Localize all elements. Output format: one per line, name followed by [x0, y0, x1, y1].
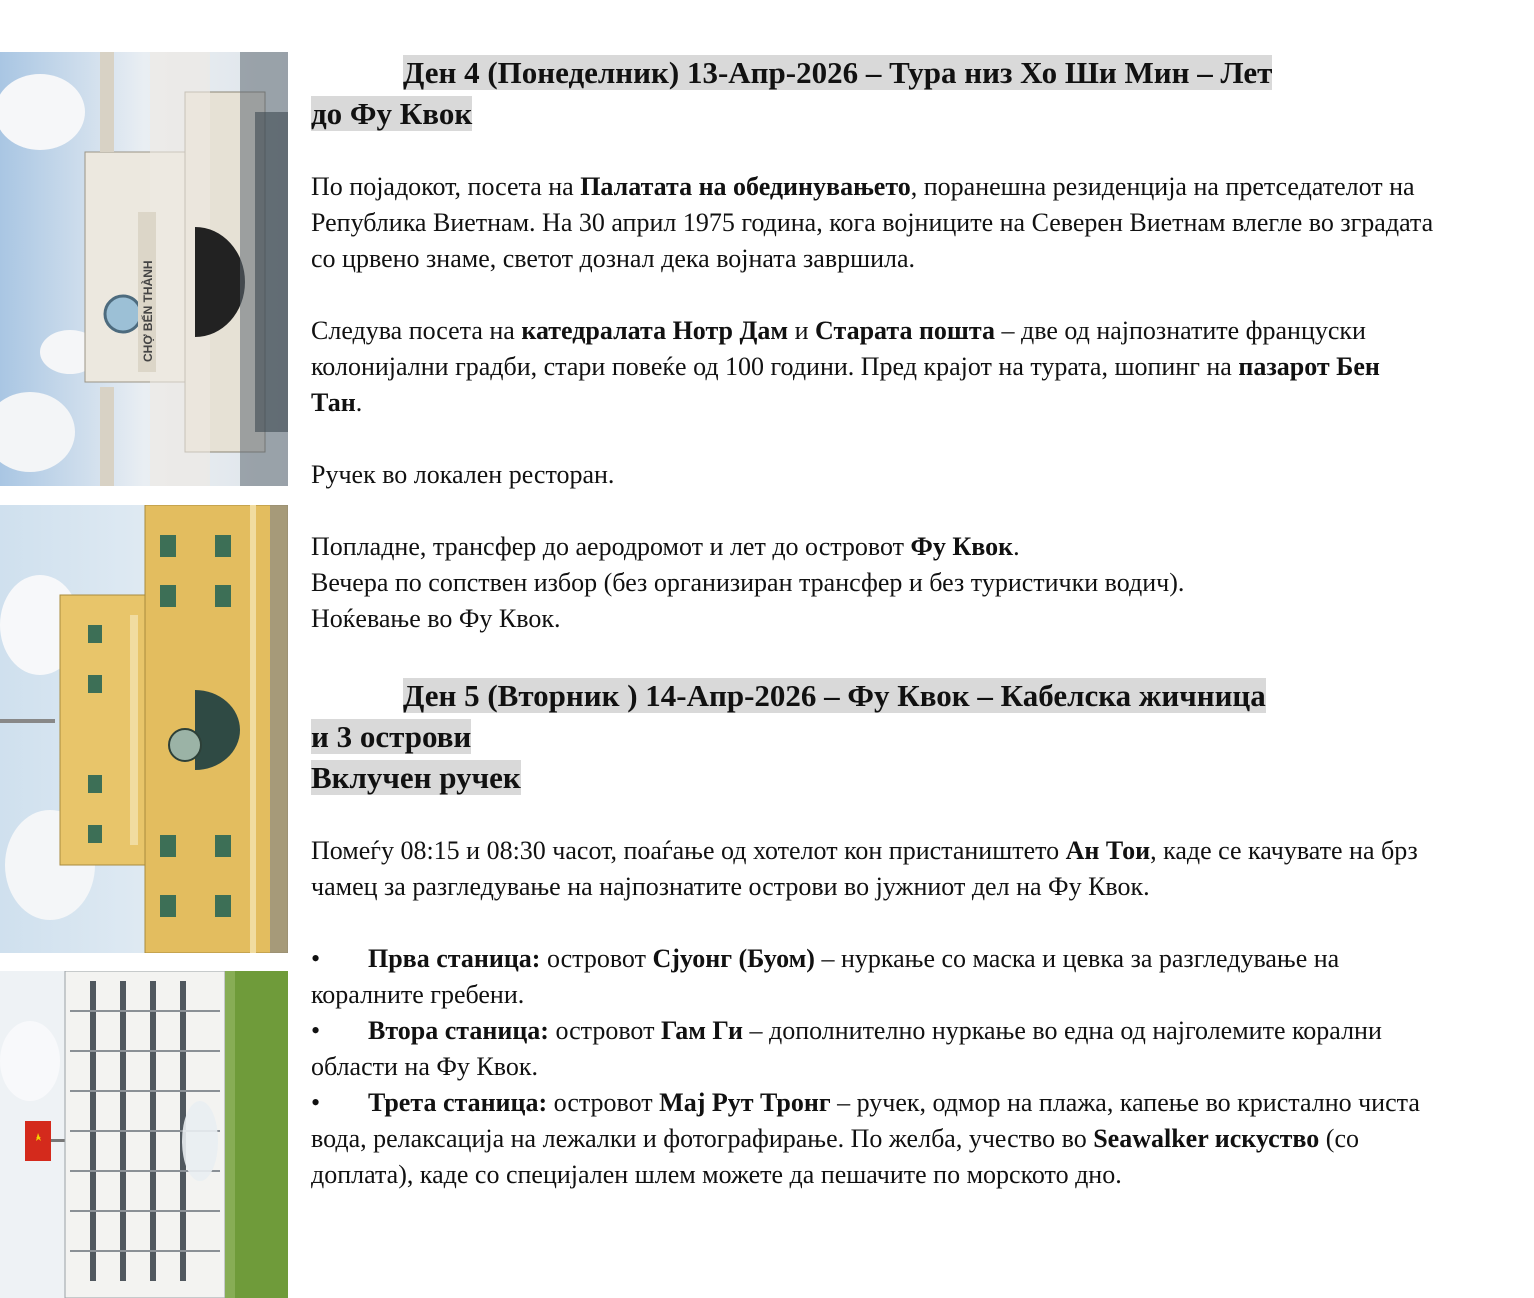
list-item: • Прва станица: островот Сјуонг (Буом) – нуркање со маска и цевка за разгледување на коралните гребени.	[311, 944, 1340, 1009]
day4-paragraph-flight: Попладне, трансфер до аеродромот и лет до островот Фу Квок.	[311, 532, 1020, 561]
day4-paragraph-cathedral: Следува посета на катедралата Нотр Дам и Старата пошта – две од најпознатите француски колонијални градби, стари повеќе од 100 години. Пред крајот на турата, шопинг на пазарот Бен Тан.	[311, 316, 1380, 417]
reunification-palace-name: Палатата на обединувањето	[580, 172, 911, 201]
day5-paragraph-departure: Помеѓу 08:15 и 08:30 часот, поаѓање од хотелот кон пристаништето Ан Тои, каде се качувате на брз чамец за разгледување на најпознатите острови во јужниот дел на Фу Квок.	[311, 836, 1418, 901]
day5-heading	[311, 675, 1436, 798]
itinerary-content	[311, 52, 1436, 1193]
list-item: • Втора станица: островот Гам Ги – дополнително нуркање во една од најголемите корални области на Фу Квок.	[311, 1016, 1382, 1081]
day4-paragraph-overnight: Ноќевање во Фу Квок.	[311, 604, 561, 633]
independence-palace-photo	[0, 971, 288, 1298]
day5-title-line3: Вклучен ручек	[311, 760, 521, 795]
day4-paragraph-palace: По појадокот, посета на Палатата на обединувањето, поранешна резиденција на претседателот на Република Виетнам. На 30 април 1975 година, кога војниците на Северен Виетнам влегле во зградата со црвено знаме, светот дознал дека војната завршила.	[311, 172, 1434, 273]
ben-thanh-market-photo	[0, 52, 288, 486]
list-item: • Трета станица: островот Мај Рут Тронг – ручек, одмор на плажа, капење во кристално чиста вода, релаксација на лежалки и фотографирање. По желба, учество во Seawalker искуство (со доплата), каде со специјален шлем можете да пешачите по морското дно.	[311, 1088, 1420, 1189]
saigon-post-office-photo	[0, 505, 288, 953]
day4-title-line2: до Фу Квок	[311, 96, 473, 131]
day4-paragraph-lunch: Ручек во локален ресторан.	[311, 460, 615, 489]
day4-heading	[311, 52, 1436, 134]
day5-title-line2: и 3 острови	[311, 719, 472, 754]
day4-title-line1: Ден 4 (Понеделник) 13-Апр-2026 – Тура низ Хо Ши Мин – Лет	[403, 55, 1273, 90]
market-sign-text: CHỢ BẾN THÀNH	[141, 260, 155, 362]
day4-paragraph-dinner: Вечера по сопствен избор (без организиран трансфер и без туристички водич).	[311, 568, 1185, 597]
island-stops-list	[311, 941, 1436, 1193]
day5-title-line1: Ден 5 (Вторник ) 14-Апр-2026 – Фу Квок – Кабелска жичница	[403, 678, 1266, 713]
